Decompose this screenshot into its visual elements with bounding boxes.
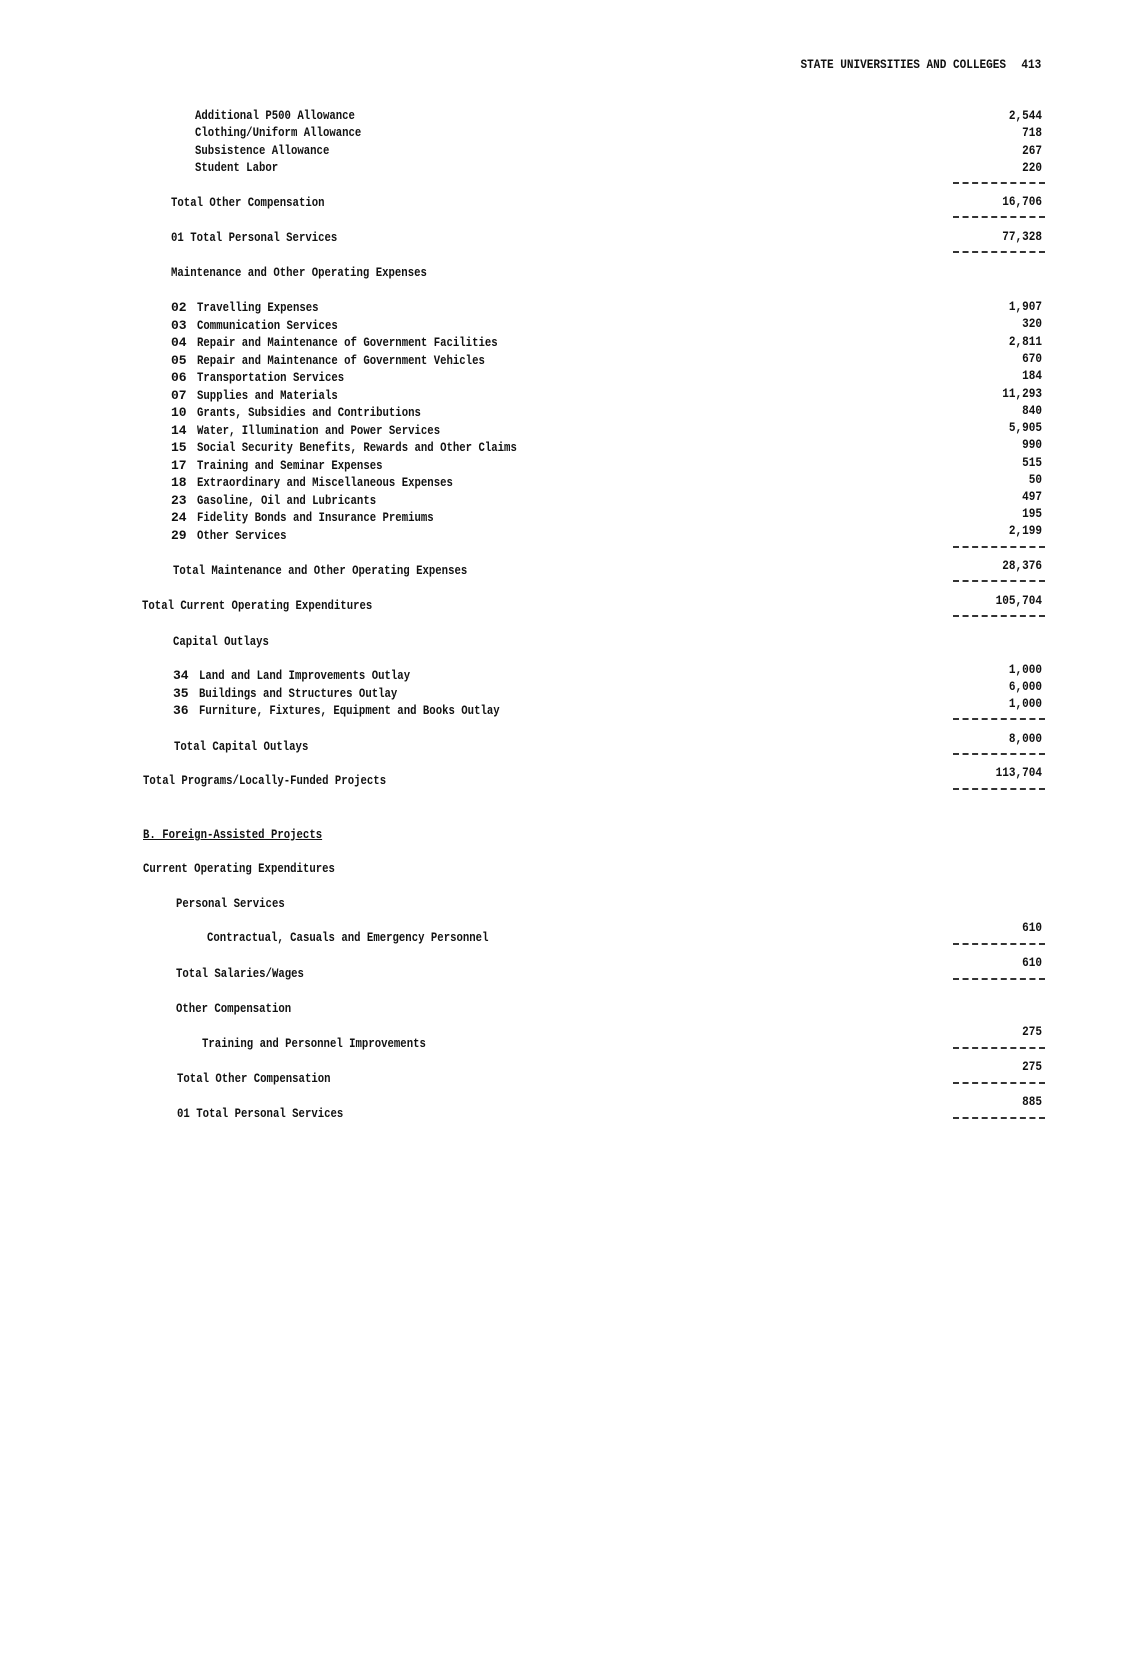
- subtotal-row: Total Salaries/Wages: [176, 966, 304, 981]
- section-heading: Maintenance and Other Operating Expenses: [171, 265, 427, 280]
- line-amount: 5,905: [1008, 420, 1042, 435]
- line-amount: 2,544: [1008, 108, 1042, 123]
- divider: [953, 1117, 1045, 1119]
- line-amount: 275: [1022, 1024, 1042, 1039]
- line-amount: 184: [1022, 368, 1042, 383]
- line-amount: 6,000: [1008, 679, 1042, 694]
- subtotal-amount: 610: [1022, 955, 1042, 970]
- line-item: 06 Transportation Services: [171, 370, 345, 385]
- line-item: 05 Repair and Maintenance of Government Vehicles: [171, 353, 485, 368]
- divider: [953, 251, 1045, 253]
- line-item: Training and Personnel Improvements: [202, 1036, 426, 1051]
- subtotal-row: Total Capital Outlays: [174, 739, 309, 754]
- divider: [953, 615, 1045, 617]
- line-item: 23 Gasoline, Oil and Lubricants: [171, 493, 377, 508]
- line-amount: 718: [1022, 125, 1042, 140]
- line-item: 02 Travelling Expenses: [171, 300, 319, 315]
- subtotal-row: Total Maintenance and Other Operating Expenses: [173, 563, 468, 578]
- total-row: 01 Total Personal Services: [177, 1106, 344, 1121]
- line-amount: 195: [1022, 506, 1042, 521]
- line-amount: 1,000: [1008, 696, 1042, 711]
- line-item: 15 Social Security Benefits, Rewards and Other Claims: [171, 440, 517, 455]
- subtotal-row: Total Other Compensation: [171, 195, 325, 210]
- line-amount: 320: [1022, 316, 1042, 331]
- line-item: 36 Furniture, Fixtures, Equipment and Books Outlay: [173, 703, 500, 718]
- header-title: STATE UNIVERSITIES AND COLLEGES: [800, 57, 1006, 72]
- line-amount: 267: [1022, 143, 1042, 158]
- total-amount: 113,704: [995, 765, 1042, 780]
- line-item: 35 Buildings and Structures Outlay: [173, 686, 398, 701]
- total-row: 01 Total Personal Services: [171, 230, 338, 245]
- section-title: B. Foreign-Assisted Projects: [143, 827, 323, 842]
- line-item: 24 Fidelity Bonds and Insurance Premiums: [171, 510, 434, 525]
- subtotal-amount: 275: [1022, 1059, 1042, 1074]
- divider: [953, 580, 1045, 582]
- line-amount: 610: [1022, 920, 1042, 935]
- line-amount: 1,907: [1008, 299, 1042, 314]
- line-amount: 670: [1022, 351, 1042, 366]
- line-amount: 50: [1028, 472, 1042, 487]
- line-item: 10 Grants, Subsidies and Contributions: [171, 405, 421, 420]
- line-amount: 2,199: [1008, 523, 1042, 538]
- divider: [953, 753, 1045, 755]
- subtotal-amount: 16,706: [1002, 194, 1042, 209]
- section-heading: Personal Services: [176, 896, 285, 911]
- divider: [953, 1082, 1045, 1084]
- total-amount: 105,704: [995, 593, 1042, 608]
- total-amount: 885: [1022, 1094, 1042, 1109]
- line-item: Student Labor: [195, 160, 279, 175]
- line-item: Subsistence Allowance: [195, 143, 330, 158]
- line-item: Clothing/Uniform Allowance: [195, 125, 362, 140]
- divider: [953, 216, 1045, 218]
- line-amount: 2,811: [1008, 334, 1042, 349]
- divider: [953, 718, 1045, 720]
- divider: [953, 182, 1045, 184]
- line-item: 07 Supplies and Materials: [171, 388, 338, 403]
- line-item: 04 Repair and Maintenance of Government Facilities: [171, 335, 498, 350]
- section-heading: Current Operating Expenditures: [143, 861, 335, 876]
- divider: [953, 978, 1045, 980]
- line-amount: 220: [1022, 160, 1042, 175]
- total-row: Total Programs/Locally-Funded Projects: [143, 773, 387, 788]
- divider: [953, 943, 1045, 945]
- subtotal-amount: 28,376: [1002, 558, 1042, 573]
- section-heading: Capital Outlays: [173, 634, 269, 649]
- page-number: 413: [1021, 57, 1041, 72]
- page-header: [800, 57, 1041, 72]
- line-amount: 497: [1022, 489, 1042, 504]
- divider: [953, 546, 1045, 548]
- subtotal-row: Total Other Compensation: [177, 1071, 331, 1086]
- line-amount: 990: [1022, 437, 1042, 452]
- line-item: 03 Communication Services: [171, 318, 338, 333]
- line-item: Additional P500 Allowance: [195, 108, 355, 123]
- divider: [953, 788, 1045, 790]
- total-amount: 77,328: [1002, 229, 1042, 244]
- subtotal-amount: 8,000: [1008, 731, 1042, 746]
- line-amount: 1,000: [1008, 662, 1042, 677]
- line-item: 18 Extraordinary and Miscellaneous Expenses: [171, 475, 453, 490]
- line-amount: 840: [1022, 403, 1042, 418]
- line-item: 29 Other Services: [171, 528, 287, 543]
- line-item: 34 Land and Land Improvements Outlay: [173, 668, 411, 683]
- line-amount: 11,293: [1002, 386, 1042, 401]
- line-amount: 515: [1022, 455, 1042, 470]
- total-row: Total Current Operating Expenditures: [142, 598, 373, 613]
- line-item: 14 Water, Illumination and Power Services: [171, 423, 441, 438]
- line-item: 17 Training and Seminar Expenses: [171, 458, 383, 473]
- divider: [953, 1047, 1045, 1049]
- line-item: Contractual, Casuals and Emergency Personnel: [207, 930, 489, 945]
- section-heading: Other Compensation: [176, 1001, 292, 1016]
